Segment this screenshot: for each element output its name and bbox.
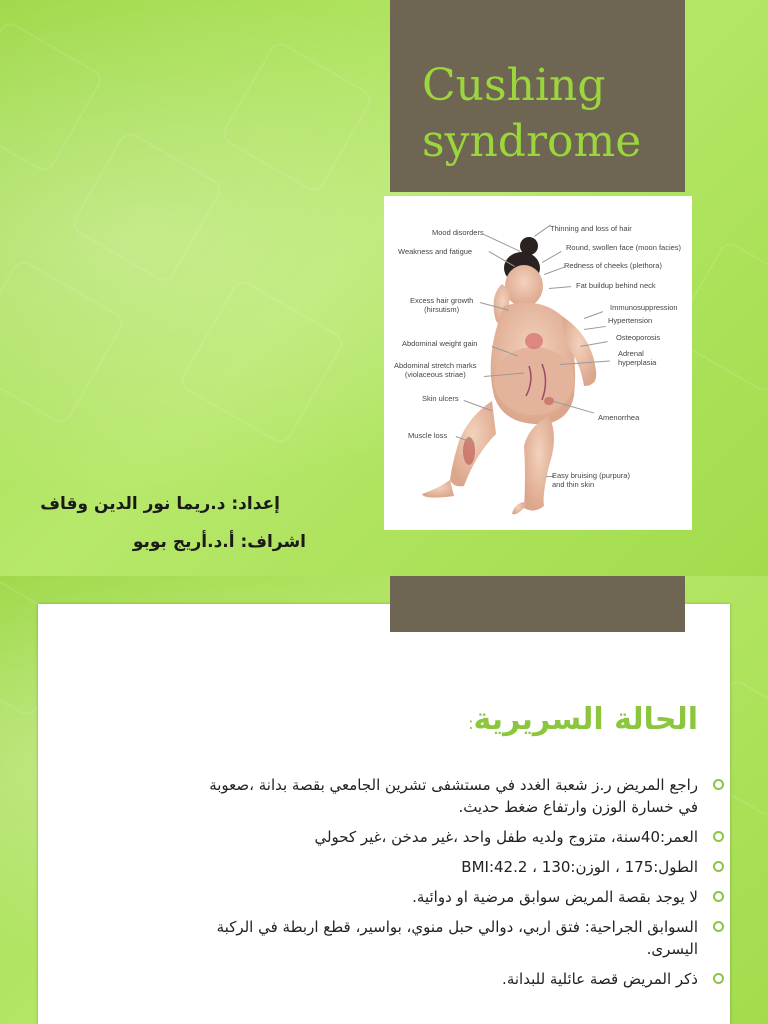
list-item-text: ذكر المريض قصة عائلية للبدانة. bbox=[502, 970, 698, 988]
bullet-icon bbox=[713, 891, 724, 902]
bullet-icon bbox=[713, 831, 724, 842]
bullet-icon bbox=[713, 861, 724, 872]
label-hypertension: Hypertension bbox=[608, 316, 653, 325]
list-item-text: العمر:40سنة، متزوج ولديه طفل واحد ،غير مدخن ،غير كحولي bbox=[314, 828, 698, 846]
label-plethora: Redness of cheeks (plethora) bbox=[564, 261, 662, 270]
hexagon-pattern bbox=[219, 39, 375, 195]
list-item bbox=[194, 826, 724, 848]
label-hirsutism: Excess hair growth (hirsutism) bbox=[410, 296, 474, 314]
supervised-by: اشراف: أ.د.أريج بوبو bbox=[132, 532, 306, 552]
list-item-text: الطول:175 ، الوزن:130 ، BMI:42.2 bbox=[461, 858, 698, 876]
heading-colon: : bbox=[468, 714, 474, 733]
label-muscle-loss: Muscle loss bbox=[408, 431, 448, 440]
heading-text: الحالة السريرية bbox=[473, 702, 698, 737]
label-weakness-fatigue: Weakness and fatigue bbox=[398, 247, 473, 256]
case-bullet-list bbox=[194, 774, 724, 998]
label-moon-facies: Round, swollen face (moon facies) bbox=[566, 243, 682, 252]
label-osteoporosis: Osteoporosis bbox=[616, 333, 661, 342]
cushing-illustration bbox=[384, 196, 692, 530]
list-item-text: لا يوجد بقصة المريض سوابق مرضية او دوائية. bbox=[412, 888, 698, 906]
label-adrenal-hyperplasia: Adrenal hyperplasia bbox=[618, 349, 657, 367]
label-immunosuppression: Immunosuppression bbox=[610, 303, 678, 312]
label-easy-bruising: Easy bruising (purpura) and thin skin bbox=[552, 471, 630, 489]
bullet-icon bbox=[713, 779, 724, 790]
hexagon-pattern bbox=[177, 277, 346, 446]
list-item-text: السوابق الجراحية: فتق اربي، دوالي حبل منوي، بواسير، قطع اربطة في الركبة اليسرى. bbox=[216, 918, 698, 958]
prepared-by: إعداد: د.ريما نور الدين وقاف bbox=[40, 494, 280, 514]
hexagon-pattern bbox=[0, 19, 105, 175]
list-item bbox=[194, 968, 724, 990]
label-fat-buildup-neck: Fat buildup behind neck bbox=[576, 281, 656, 290]
label-skin-ulcers: Skin ulcers bbox=[422, 394, 459, 403]
list-item bbox=[194, 774, 724, 818]
label-amenorrhea: Amenorrhea bbox=[598, 413, 640, 422]
hexagon-pattern bbox=[69, 129, 225, 285]
slide-title: Cushing syndrome bbox=[422, 60, 642, 167]
label-abdominal-weight-gain: Abdominal weight gain bbox=[402, 339, 478, 348]
list-item bbox=[194, 886, 724, 908]
list-item bbox=[194, 916, 724, 960]
label-thinning-hair: Thinning and loss of hair bbox=[550, 224, 632, 233]
title-box bbox=[390, 576, 685, 632]
label-mood-disorders: Mood disorders bbox=[432, 228, 484, 237]
hexagon-pattern bbox=[0, 257, 127, 426]
list-item-text: راجع المريض ر.ز شعبة الغدد في مستشفى تشرين الجامعي بقصة بدانة ،صعوبة في خسارة الوزن وارتفاع ضغط حديث. bbox=[209, 776, 698, 816]
section-heading bbox=[468, 702, 698, 737]
bullet-icon bbox=[713, 921, 724, 932]
label-abdominal-stretch-marks: Abdominal stretch marks (violaceous striae) bbox=[394, 361, 477, 379]
bullet-icon bbox=[713, 973, 724, 984]
case-slide bbox=[0, 576, 768, 1024]
list-item bbox=[194, 856, 724, 878]
title-box bbox=[390, 0, 685, 192]
